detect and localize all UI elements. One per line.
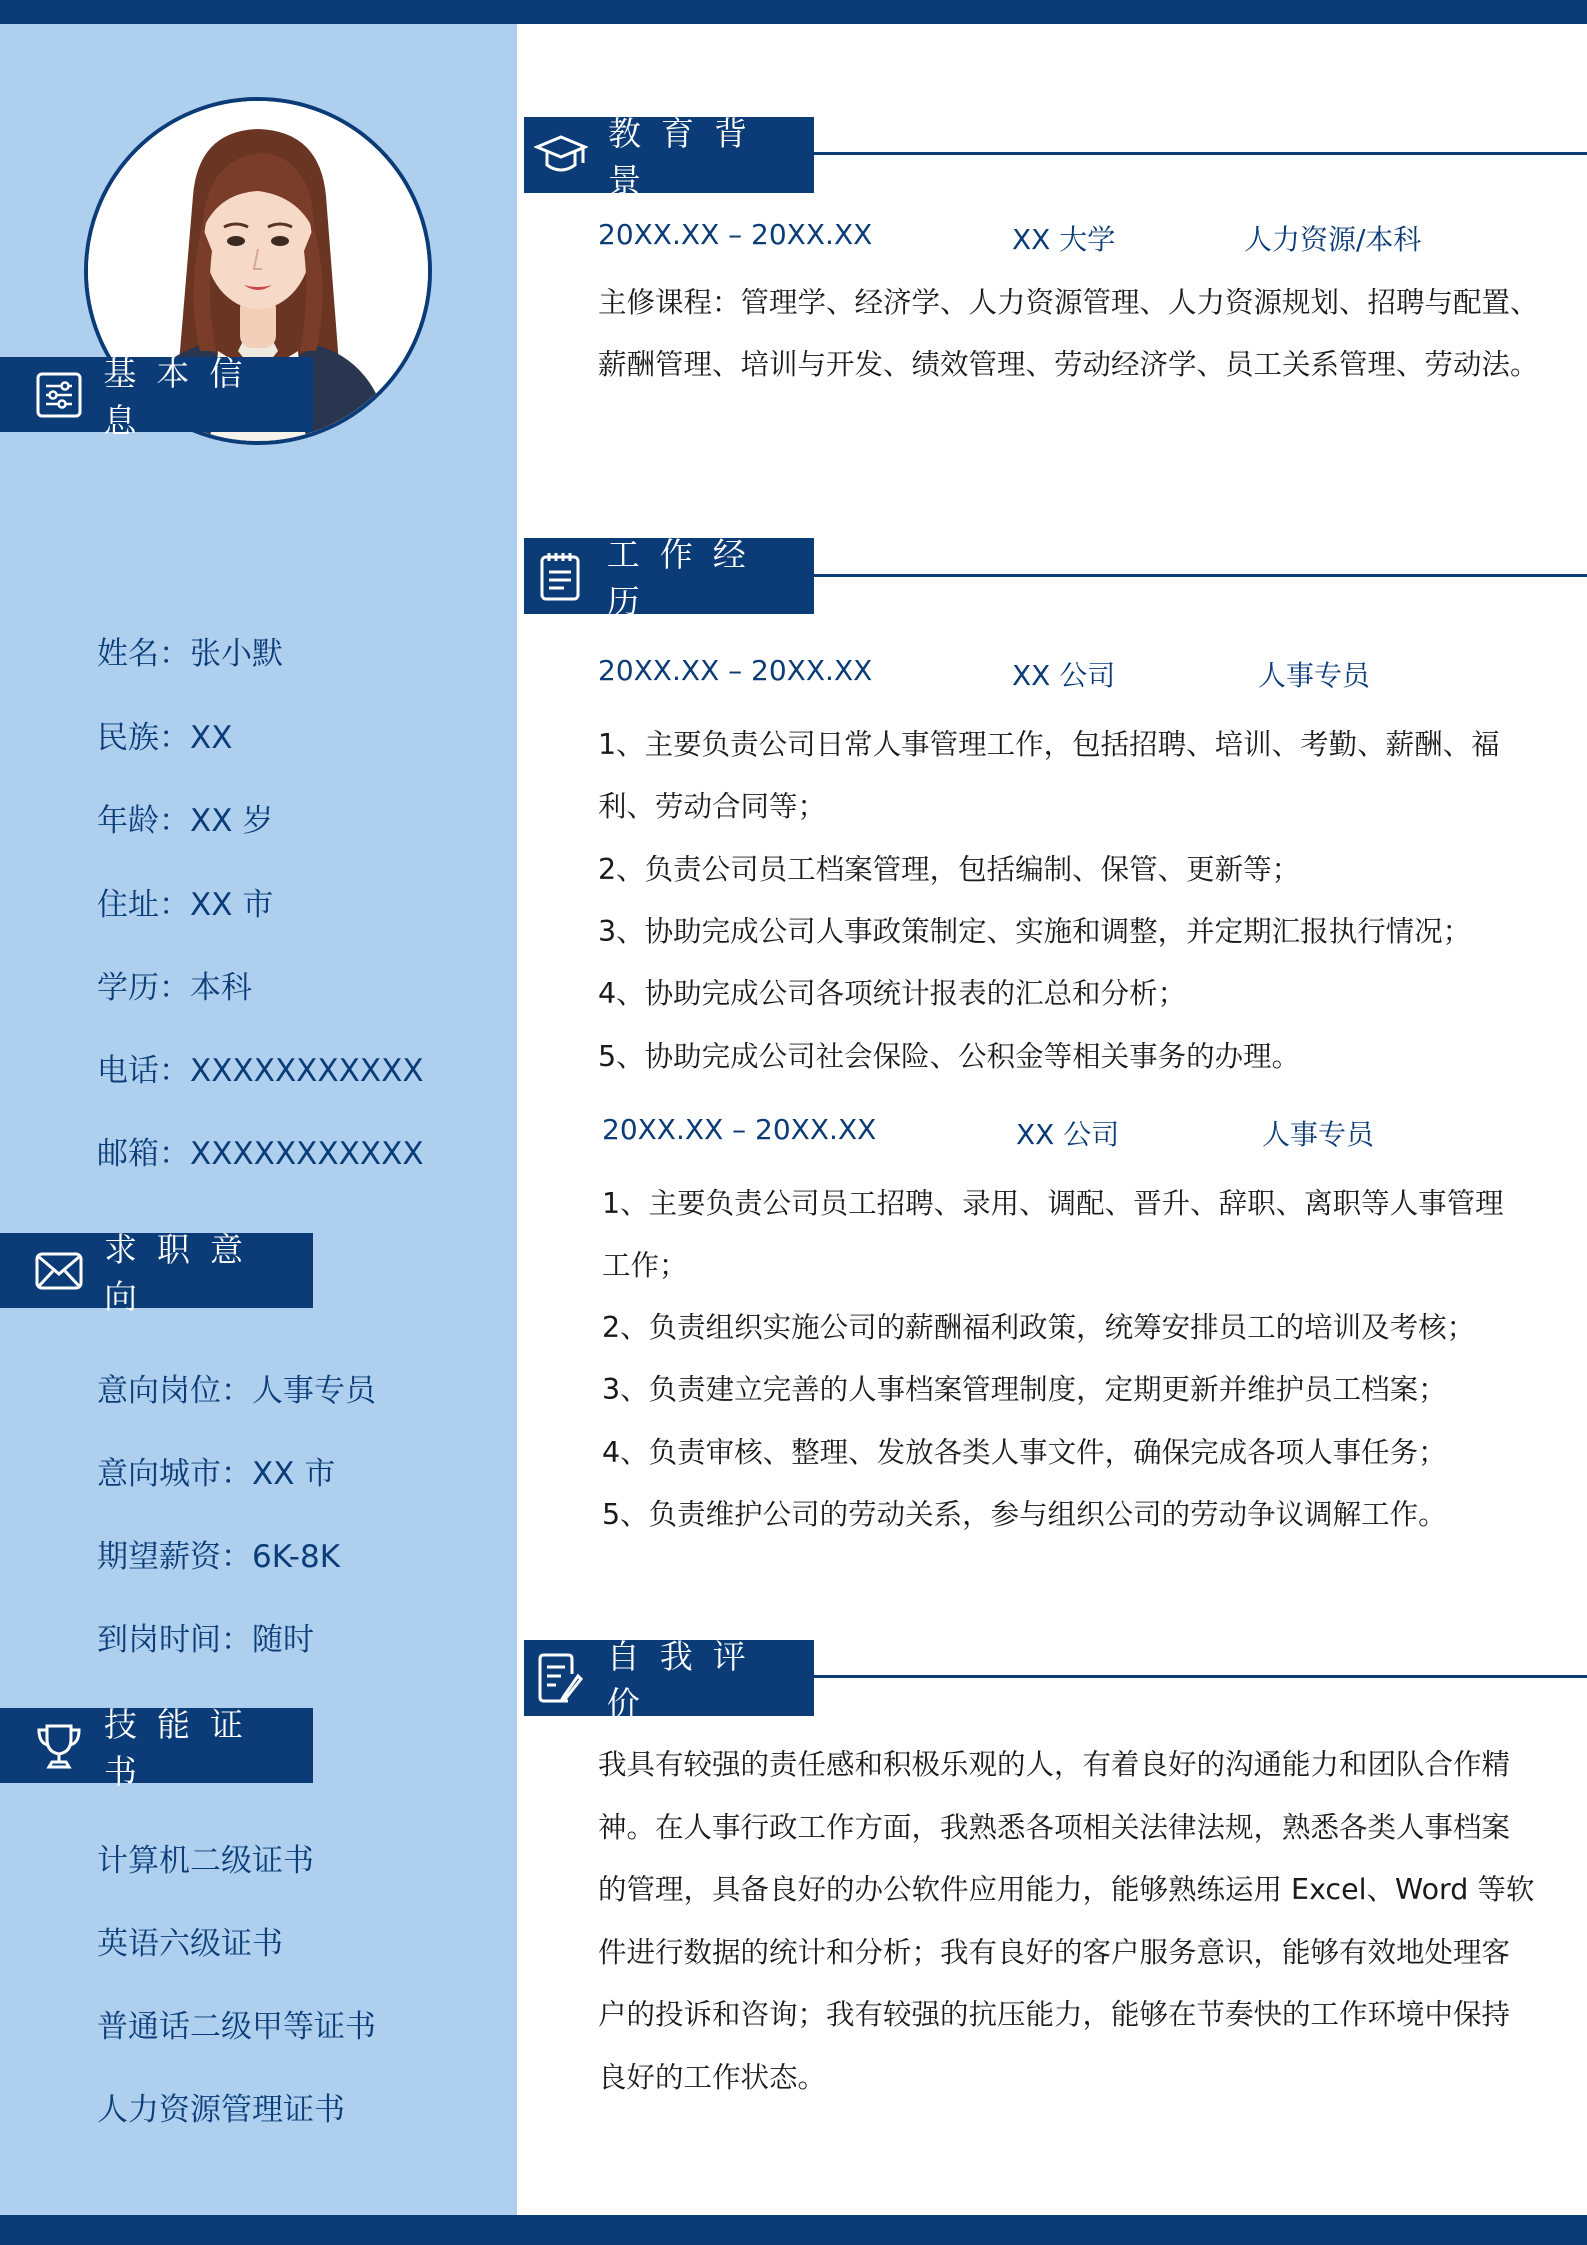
self-eval-line: 良好的工作状态。 (598, 2061, 827, 2094)
notepad-icon (534, 549, 587, 603)
info-education: 学历：本科 (97, 970, 252, 1006)
intent-start-time: 到岗时间：随时 (97, 1622, 314, 1658)
section-title: 工作经历 (606, 535, 766, 621)
job1-duty-line: 利、劳动合同等； (598, 790, 827, 823)
info-name: 姓名：张小默 (97, 636, 283, 672)
info-address: 住址：XX 市 (97, 887, 274, 923)
job1-duty-line: 4、协助完成公司各项统计报表的汇总和分析； (598, 977, 1187, 1010)
job1-company: XX 公司 (1012, 659, 1116, 692)
job2-duty-line: 1、主要负责公司员工招聘、录用、调配、晋升、辞职、离职等人事管理 (602, 1187, 1504, 1220)
bottom-accent-bar (0, 2215, 1587, 2245)
self-eval-line: 户的投诉和咨询；我有较强的抗压能力，能够在节奏快的工作环境中保持 (598, 1998, 1511, 2031)
info-email: 邮箱：XXXXXXXXXXX (97, 1136, 424, 1172)
section-header-self-evaluation (524, 1637, 814, 1723)
skill-item: 英语六级证书 (97, 1926, 283, 1962)
edu-courses-line: 薪酬管理、培训与开发、绩效管理、劳动经济学、员工关系管理、劳动法。 (598, 348, 1539, 381)
job1-duty-line: 3、协助完成公司人事政策制定、实施和调整，并定期汇报执行情况； (598, 915, 1472, 948)
section-title: 基本信息 (103, 353, 263, 440)
intent-position: 意向岗位：人事专员 (97, 1373, 376, 1409)
section-title: 求职意向 (104, 1229, 263, 1316)
job2-position: 人事专员 (1262, 1118, 1375, 1151)
section-header-basic-info (0, 353, 313, 440)
section-rule (814, 152, 1587, 155)
self-eval-line: 神。在人事行政工作方面，我熟悉各项相关法律法规，熟悉各类人事档案 (598, 1811, 1511, 1844)
job1-duty-line: 1、主要负责公司日常人事管理工作，包括招聘、培训、考勤、薪酬、福 (598, 728, 1500, 761)
job2-duty-line: 3、负责建立完善的人事档案管理制度，定期更新并维护员工档案； (602, 1373, 1447, 1406)
job2-duty-line: 4、负责审核、整理、发放各类人事文件，确保完成各项人事任务； (602, 1436, 1447, 1469)
job2-duty-line: 2、负责组织实施公司的薪酬福利政策，统筹安排员工的培训及考核； (602, 1311, 1476, 1344)
sliders-icon (34, 370, 83, 420)
job1-position: 人事专员 (1258, 659, 1371, 692)
job2-company: XX 公司 (1016, 1118, 1120, 1151)
section-header-skills (0, 1704, 313, 1791)
self-eval-line: 我具有较强的责任感和积极乐观的人，有着良好的沟通能力和团队合作精 (598, 1748, 1511, 1781)
info-age: 年龄：XX 岁 (97, 803, 274, 839)
section-rule (814, 1675, 1587, 1678)
edu-major: 人力资源/本科 (1244, 223, 1422, 256)
section-title: 技能证书 (104, 1704, 263, 1791)
section-header-job-intent (0, 1229, 313, 1316)
self-eval-line: 的管理，具备良好的办公软件应用能力，能够熟练运用 Excel、Word 等软 (598, 1873, 1535, 1906)
edit-note-icon (534, 1651, 587, 1705)
job2-duty-line: 工作； (602, 1249, 688, 1282)
envelope-icon (34, 1246, 84, 1296)
intent-city: 意向城市：XX 市 (97, 1456, 336, 1492)
trophy-icon (34, 1721, 84, 1771)
graduation-cap-icon (534, 128, 588, 182)
section-title: 教育背景 (608, 114, 767, 200)
section-title: 自我评价 (606, 1637, 766, 1723)
edu-courses-line: 主修课程：管理学、经济学、人力资源管理、人力资源规划、招聘与配置、 (598, 286, 1539, 319)
intent-salary: 期望薪资：6K-8K (97, 1539, 341, 1575)
job1-period: 20XX.XX – 20XX.XX (598, 654, 873, 687)
job1-duty-line: 2、负责公司员工档案管理，包括编制、保管、更新等； (598, 853, 1301, 886)
section-rule (814, 574, 1587, 577)
job2-duty-line: 5、负责维护公司的劳动关系，参与组织公司的劳动争议调解工作。 (602, 1498, 1447, 1531)
skill-item: 普通话二级甲等证书 (97, 2009, 376, 2045)
edu-period: 20XX.XX – 20XX.XX (598, 218, 873, 251)
section-header-education (524, 114, 814, 200)
info-ethnicity: 民族：XX (97, 720, 233, 756)
skill-item: 人力资源管理证书 (97, 2092, 345, 2128)
section-header-work (524, 535, 814, 621)
skill-item: 计算机二级证书 (97, 1843, 314, 1879)
job2-period: 20XX.XX – 20XX.XX (602, 1113, 877, 1146)
edu-school: XX 大学 (1012, 223, 1116, 256)
top-accent-bar (0, 0, 1587, 24)
job1-duty-line: 5、协助完成公司社会保险、公积金等相关事务的办理。 (598, 1040, 1301, 1073)
self-eval-line: 件进行数据的统计和分析；我有良好的客户服务意识，能够有效地处理客 (598, 1936, 1511, 1969)
info-phone: 电话：XXXXXXXXXXX (97, 1053, 424, 1089)
